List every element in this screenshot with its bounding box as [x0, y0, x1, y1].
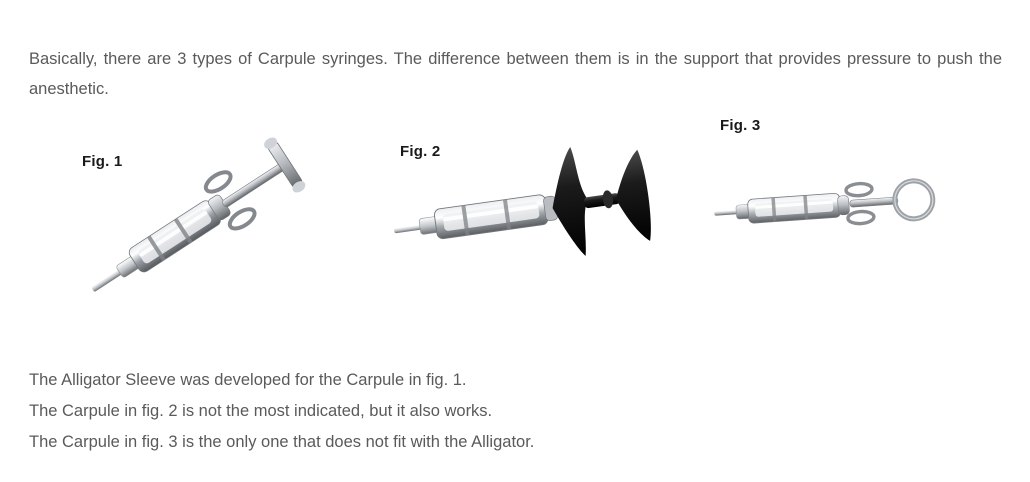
figure-2: [385, 118, 665, 288]
figure-2-label: Fig. 2: [400, 143, 441, 160]
intro-paragraph: Basically, there are 3 types of Carpule syringes. The difference between them is in the support that provides pressure to push the anesthetic.: [29, 49, 1002, 98]
carpule-syringe-2-image: [385, 118, 665, 288]
outro-line-3: The Carpule in fig. 3 is the only one that does not fit with the Alligator.: [29, 433, 535, 451]
outro-line-1: The Alligator Sleeve was developed for the Carpule in fig. 1.: [29, 371, 467, 389]
figure-3-label: Fig. 3: [720, 117, 761, 134]
carpule-syringe-1-image: [60, 120, 340, 320]
figure-1: [60, 120, 340, 320]
outro-line-2: The Carpule in fig. 2 is not the most indicated, but it also works.: [29, 402, 493, 420]
outro-paragraph: [29, 365, 1009, 458]
figure-group: [0, 100, 1030, 340]
carpule-syringe-3-image: [700, 105, 980, 265]
figure-1-label: Fig. 1: [82, 153, 123, 170]
figure-3: [700, 105, 980, 265]
